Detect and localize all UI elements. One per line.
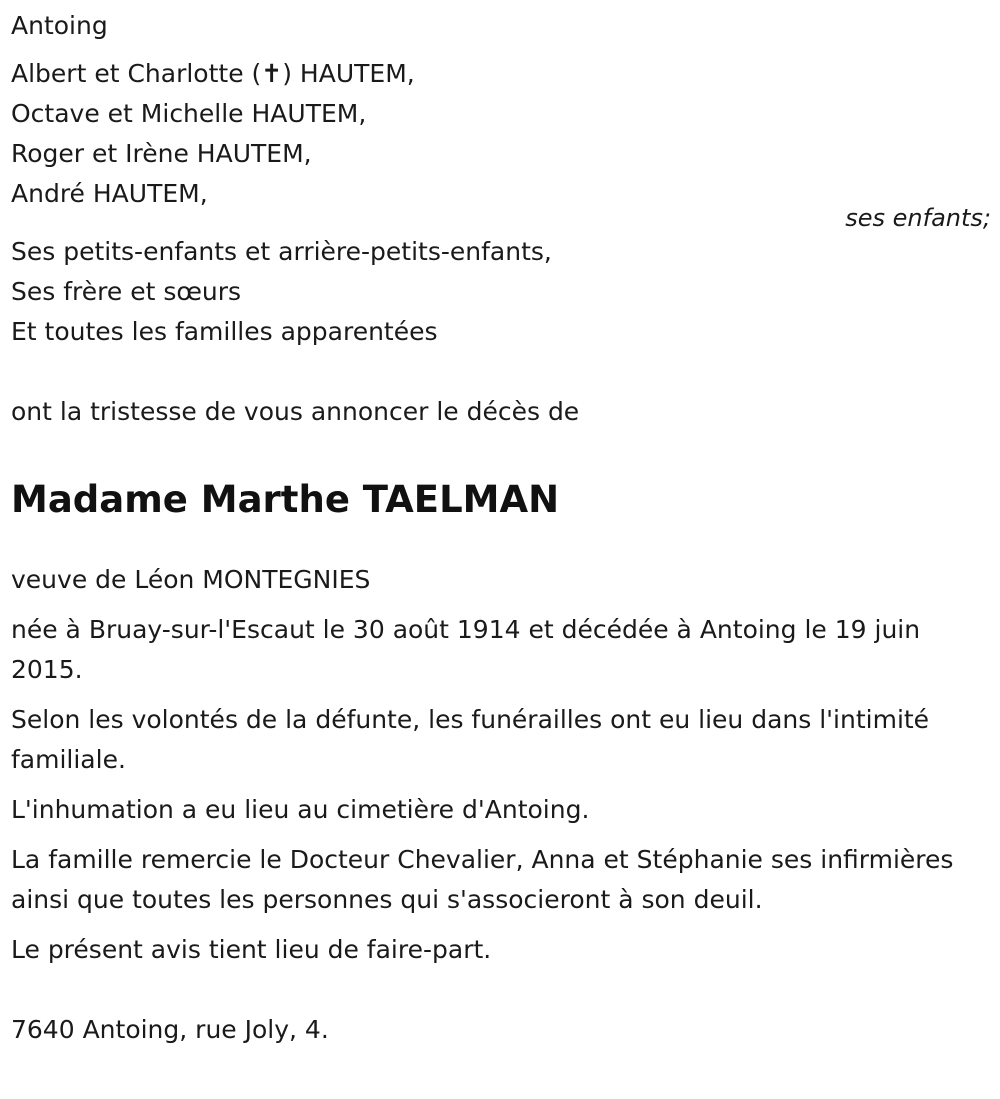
family-line: Ses frère et sœurs — [11, 277, 242, 306]
announcement-text: ont la tristesse de vous annoncer le décès de — [11, 397, 580, 426]
children-label: ses enfants; — [845, 204, 991, 232]
death-notice — [11, 6, 991, 1050]
notice-note-text: Le présent avis tient lieu de faire-part. — [11, 935, 492, 964]
birth-death-text: née à Bruay-sur-l'Escaut le 30 août 1914 et décédée à Antoing le 19 juin 2015. — [11, 615, 921, 684]
family-line: Et toutes les familles apparentées — [11, 317, 438, 346]
child-line: Albert et Charlotte (✝) HAUTEM, — [11, 59, 415, 88]
deceased-name: Madame Marthe TAELMAN — [11, 478, 560, 521]
family-line: Ses petits-enfants et arrière-petits-enfants, — [11, 237, 552, 266]
child-line: Roger et Irène HAUTEM, — [11, 139, 312, 168]
thanks-text: La famille remercie le Docteur Chevalier, Anna et Stéphanie ses infirmières ainsi que toutes les personnes qui s'associeront à son deuil. — [11, 845, 954, 914]
child-line: Octave et Michelle HAUTEM, — [11, 99, 367, 128]
children-list — [11, 54, 991, 214]
address-text: 7640 Antoing, rue Joly, 4. — [11, 1015, 329, 1044]
burial-text: L'inhumation a eu lieu au cimetière d'Antoing. — [11, 795, 590, 824]
funeral-text: Selon les volontés de la défunte, les funérailles ont eu lieu dans l'intimité familiale. — [11, 705, 930, 774]
town-heading: Antoing — [11, 11, 108, 40]
family-list — [11, 232, 991, 352]
widow-of-text: veuve de Léon MONTEGNIES — [11, 565, 371, 594]
child-line: André HAUTEM, — [11, 179, 208, 208]
